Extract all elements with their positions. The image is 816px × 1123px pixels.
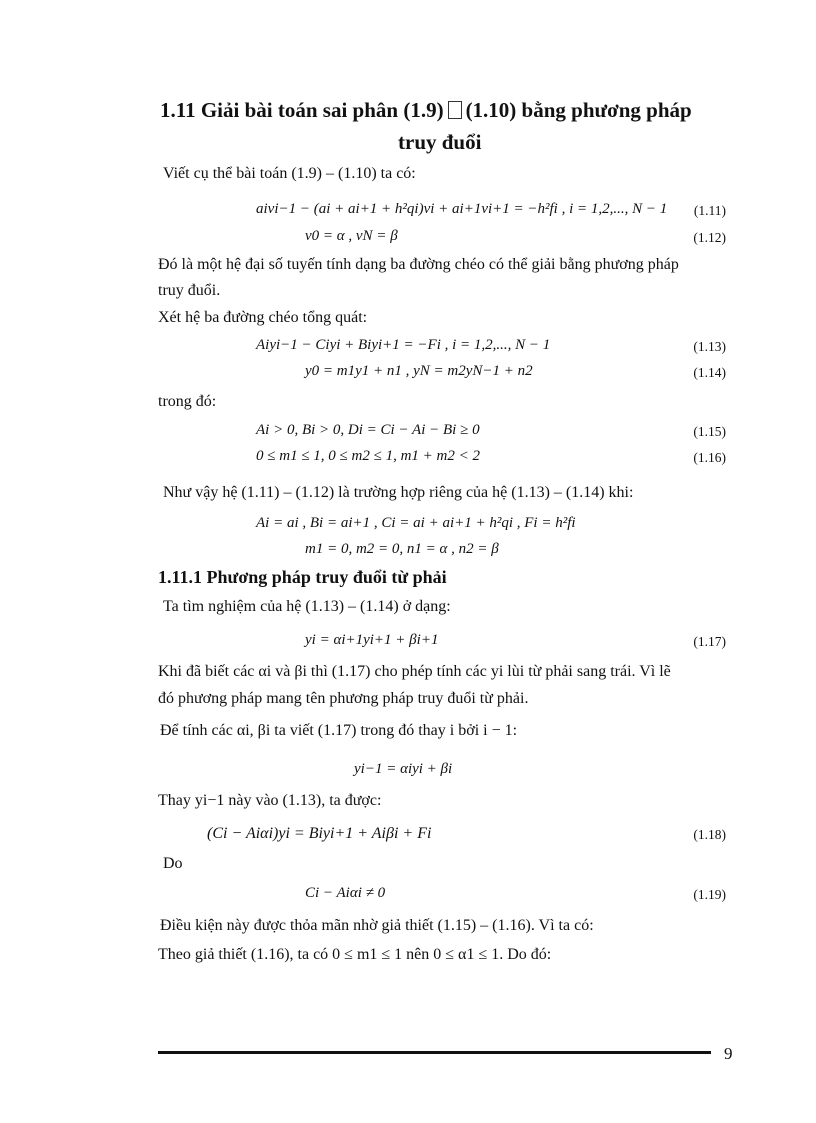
eqno-1-11: (1.11): [693, 203, 726, 218]
text-line-4: Xét hệ ba đường chéo tổng quát:: [158, 309, 368, 326]
equation-special-case-2: m1 = 0, m2 = 0, n1 = α , n2 = β: [305, 541, 499, 557]
equation-special-case-1: Ai = ai , Bi = ai+1 , Ci = ai + ai+1 + h²qi , Fi = h²fi: [256, 515, 576, 531]
page-number: 9: [724, 1044, 733, 1063]
eqno-1-15: (1.15): [693, 424, 726, 439]
text-line-11: Thay yi−1 này vào (1.13), ta được:: [158, 792, 382, 809]
eqno-1-17: (1.17): [693, 634, 726, 649]
text-line-7: Ta tìm nghiệm của hệ (1.13) – (1.14) ở dạng:: [163, 598, 451, 615]
equation-y-i-minus-1: yi−1 = αiyi + βi: [354, 761, 453, 777]
equation-1-18: (Ci − Aiαi)yi = Biyi+1 + Aiβi + Fi: [207, 825, 432, 842]
text-line-13: Điều kiện này được thỏa mãn nhờ giả thiết (1.15) – (1.16). Vì ta có:: [160, 917, 594, 934]
missing-glyph-icon: [448, 101, 462, 119]
eqno-1-18: (1.18): [693, 827, 726, 842]
eqno-1-19: (1.19): [693, 887, 726, 902]
heading-part-a: 1.11 Giải bài toán sai phân (1.9): [160, 98, 444, 122]
text-line-9: đó phương pháp mang tên phương pháp truy đuổi từ phải.: [158, 690, 529, 707]
text-line-5: trong đó:: [158, 393, 217, 410]
equation-1-12: v0 = α , vN = β: [305, 228, 398, 244]
subsection-heading: 1.11.1 Phương pháp truy đuổi từ phải: [158, 567, 447, 587]
equation-1-14: y0 = m1y1 + n1 , yN = m2yN−1 + n2: [305, 363, 533, 379]
equation-1-17: yi = αi+1yi+1 + βi+1: [305, 632, 439, 648]
equation-1-19: Ci − Aiαi ≠ 0: [305, 885, 386, 901]
text-line-10: Để tính các αi, βi ta viết (1.17) trong đó thay i bởi i − 1:: [160, 722, 518, 739]
eqno-1-12: (1.12): [693, 230, 726, 245]
eqno-1-14: (1.14): [693, 365, 726, 380]
text-line-6: Như vậy hệ (1.11) – (1.12) là trường hợp riêng của hệ (1.13) – (1.14) khi:: [163, 484, 634, 501]
text-line-1: Viết cụ thể bài toán (1.9) – (1.10) ta có:: [163, 165, 416, 182]
equation-1-15: Ai > 0, Bi > 0, Di = Ci − Ai − Bi ≥ 0: [256, 422, 480, 438]
eqno-1-13: (1.13): [693, 339, 726, 354]
section-heading: [160, 98, 692, 123]
heading-part-b: (1.10) bằng phương pháp: [465, 98, 692, 122]
text-line-14: Theo giả thiết (1.16), ta có 0 ≤ m1 ≤ 1 nên 0 ≤ α1 ≤ 1. Do đó:: [158, 946, 552, 963]
section-heading-line2: truy đuổi: [398, 130, 482, 154]
equation-1-11: aivi−1 − (ai + ai+1 + h²qi)vi + ai+1vi+1 = −h²fi , i = 1,2,..., N − 1: [256, 201, 668, 217]
footer-rule: [158, 1051, 711, 1054]
equation-1-13: Aiyi−1 − Ciyi + Biyi+1 = −Fi , i = 1,2,..., N − 1: [256, 337, 551, 353]
text-line-12: Do: [163, 855, 183, 872]
text-line-8: Khi đã biết các αi và βi thì (1.17) cho phép tính các yi lùi từ phải sang trái. Vì lẽ: [158, 663, 671, 680]
text-line-2: Đó là một hệ đại số tuyến tính dạng ba đường chéo có thể giải bằng phương pháp: [158, 256, 679, 273]
equation-1-16: 0 ≤ m1 ≤ 1, 0 ≤ m2 ≤ 1, m1 + m2 < 2: [256, 448, 481, 464]
eqno-1-16: (1.16): [693, 450, 726, 465]
text-line-3: truy đuổi.: [158, 282, 221, 299]
